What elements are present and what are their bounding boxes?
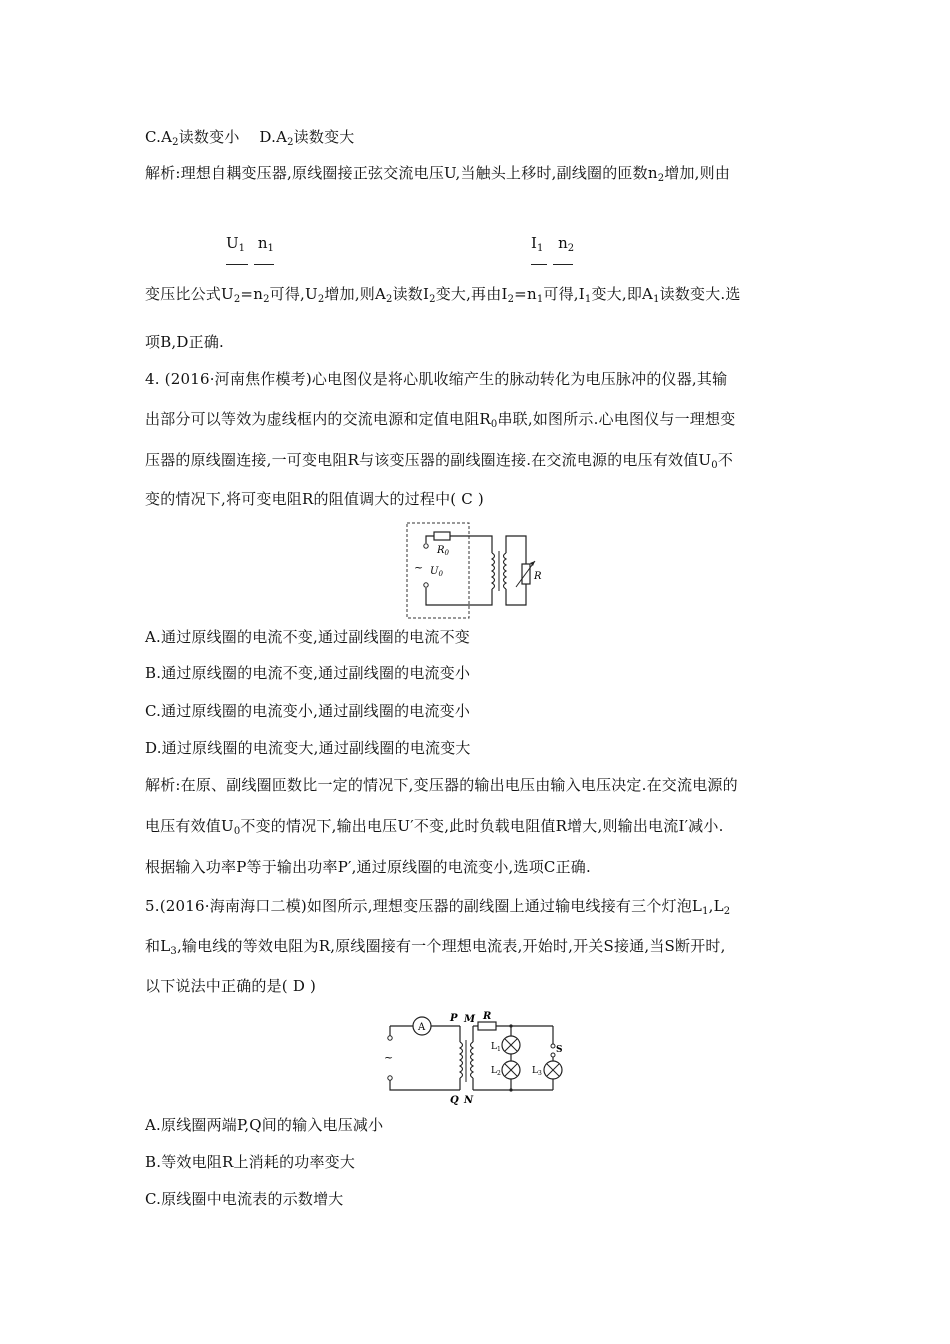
label-u0: $U_0$: [430, 566, 443, 578]
q4-stem-line1: 4. (2016·河南焦作模考)心电图仪是将心肌收缩产生的脉动转化为电压脉冲的仪器,其输: [145, 370, 728, 388]
frac2-bar-b: [553, 264, 573, 265]
q4-stem-line2: 出部分可以等效为虚线框内的交流电源和定值电阻$R_0$串联,如图所示.心电图仪与一理想变: [145, 410, 736, 430]
label-n: N: [464, 1095, 474, 1106]
label-tilde: ~: [414, 561, 424, 574]
frac1-bar-b: [254, 264, 274, 265]
resistor-r: [478, 1022, 496, 1030]
secondary-coil: [504, 553, 507, 589]
q4-stem-line4: 变的情况下,将可变电阻R的阻值调大的过程中( C ): [145, 490, 484, 508]
label-r: R: [534, 571, 542, 582]
q4-option-b: B.通过原线圈的电流不变,通过副线圈的电流变小: [145, 664, 471, 682]
q4-analysis-line2: 电压有效值$U_0$不变的情况下,输出电压U′不变,此时负载电阻值R增大,则输出电流I′减小.: [145, 817, 724, 837]
q5-option-c: C.原线圈中电流表的示数增大: [145, 1190, 344, 1208]
frac1-bar-a: [226, 264, 248, 265]
switch-s: [551, 1044, 555, 1048]
q3-analysis-line1: 解析:理想自耦变压器,原线圈接正弦交流电压U,当触头上移时,副线圈的匝数$n_2$增加,则由: [145, 164, 731, 184]
q5-option-b: B.等效电阻R上消耗的功率变大: [145, 1153, 356, 1171]
q5-stem-line3: 以下说法中正确的是( D ): [145, 977, 317, 995]
frac1-numerator: $U_1$ $n_1$: [226, 234, 274, 254]
secondary-coil: [471, 1042, 474, 1078]
label-q: Q: [450, 1095, 459, 1106]
q4-stem-line3: 压器的原线圈连接,一可变电阻R与该变压器的副线圈连接.在交流电源的电压有效值$U_0$不: [145, 451, 734, 471]
q3-formula-text: 变压比公式$U_2=n_2$可得$,U_2$增加,则$A_2$读数$I_2$变大,再由$I_2=n_1$可得$,I_1$变大,即$A_1$读数变大.选: [145, 285, 741, 305]
q4-option-c: C.通过原线圈的电流变小,通过副线圈的电流变小: [145, 702, 471, 720]
q4-analysis-line1: 解析:在原、副线圈匝数比一定的情况下,变压器的输出电压由输入电压决定.在交流电源的: [145, 776, 738, 794]
primary-coil: [492, 553, 495, 589]
label-l1: $L_1$: [491, 1042, 501, 1053]
resistor-r0: [434, 532, 450, 540]
q3-options-cd: $C.A_2$读数变小 $D.A_2$读数变大: [145, 128, 355, 148]
label-ammeter: A: [418, 1022, 426, 1033]
label-m: M: [464, 1014, 476, 1025]
label-tilde: ~: [384, 1051, 394, 1064]
label-l3: $L_3$: [532, 1066, 542, 1077]
label-p: P: [450, 1013, 458, 1024]
label-r: R: [483, 1011, 492, 1022]
frac2-bar-a: [531, 264, 547, 265]
q4-option-d: D.通过原线圈的电流变大,通过副线圈的电流变大: [145, 739, 471, 757]
q3-conclusion: 项B,D正确.: [145, 333, 224, 351]
primary-coil: [460, 1042, 463, 1078]
label-l2: $L_2$: [491, 1066, 501, 1077]
label-s: S: [556, 1045, 563, 1055]
q4-option-a: A.通过原线圈的电流不变,通过副线圈的电流不变: [145, 628, 470, 646]
label-r0: $R_0$: [437, 545, 449, 557]
q5-circuit-diagram: [380, 1010, 580, 1110]
q4-circuit-diagram: [404, 521, 554, 621]
q4-analysis-line3: 根据输入功率P等于输出功率P′,通过原线圈的电流变小,选项C正确.: [145, 858, 591, 876]
frac2-numerator: $I_1$ $n_2$: [531, 234, 575, 254]
q5-option-a: A.原线圈两端P,Q间的输入电压减小: [145, 1116, 384, 1134]
q5-stem-line1: 5.(2016·海南海口二模)如图所示,理想变压器的副线圈上通过输电线接有三个灯泡$L_1,L_2$: [145, 897, 731, 917]
q5-stem-line2: 和$L_3$,输电线的等效电阻为R,原线圈接有一个理想电流表,开始时,开关S接通,当S断开时,: [145, 937, 726, 957]
